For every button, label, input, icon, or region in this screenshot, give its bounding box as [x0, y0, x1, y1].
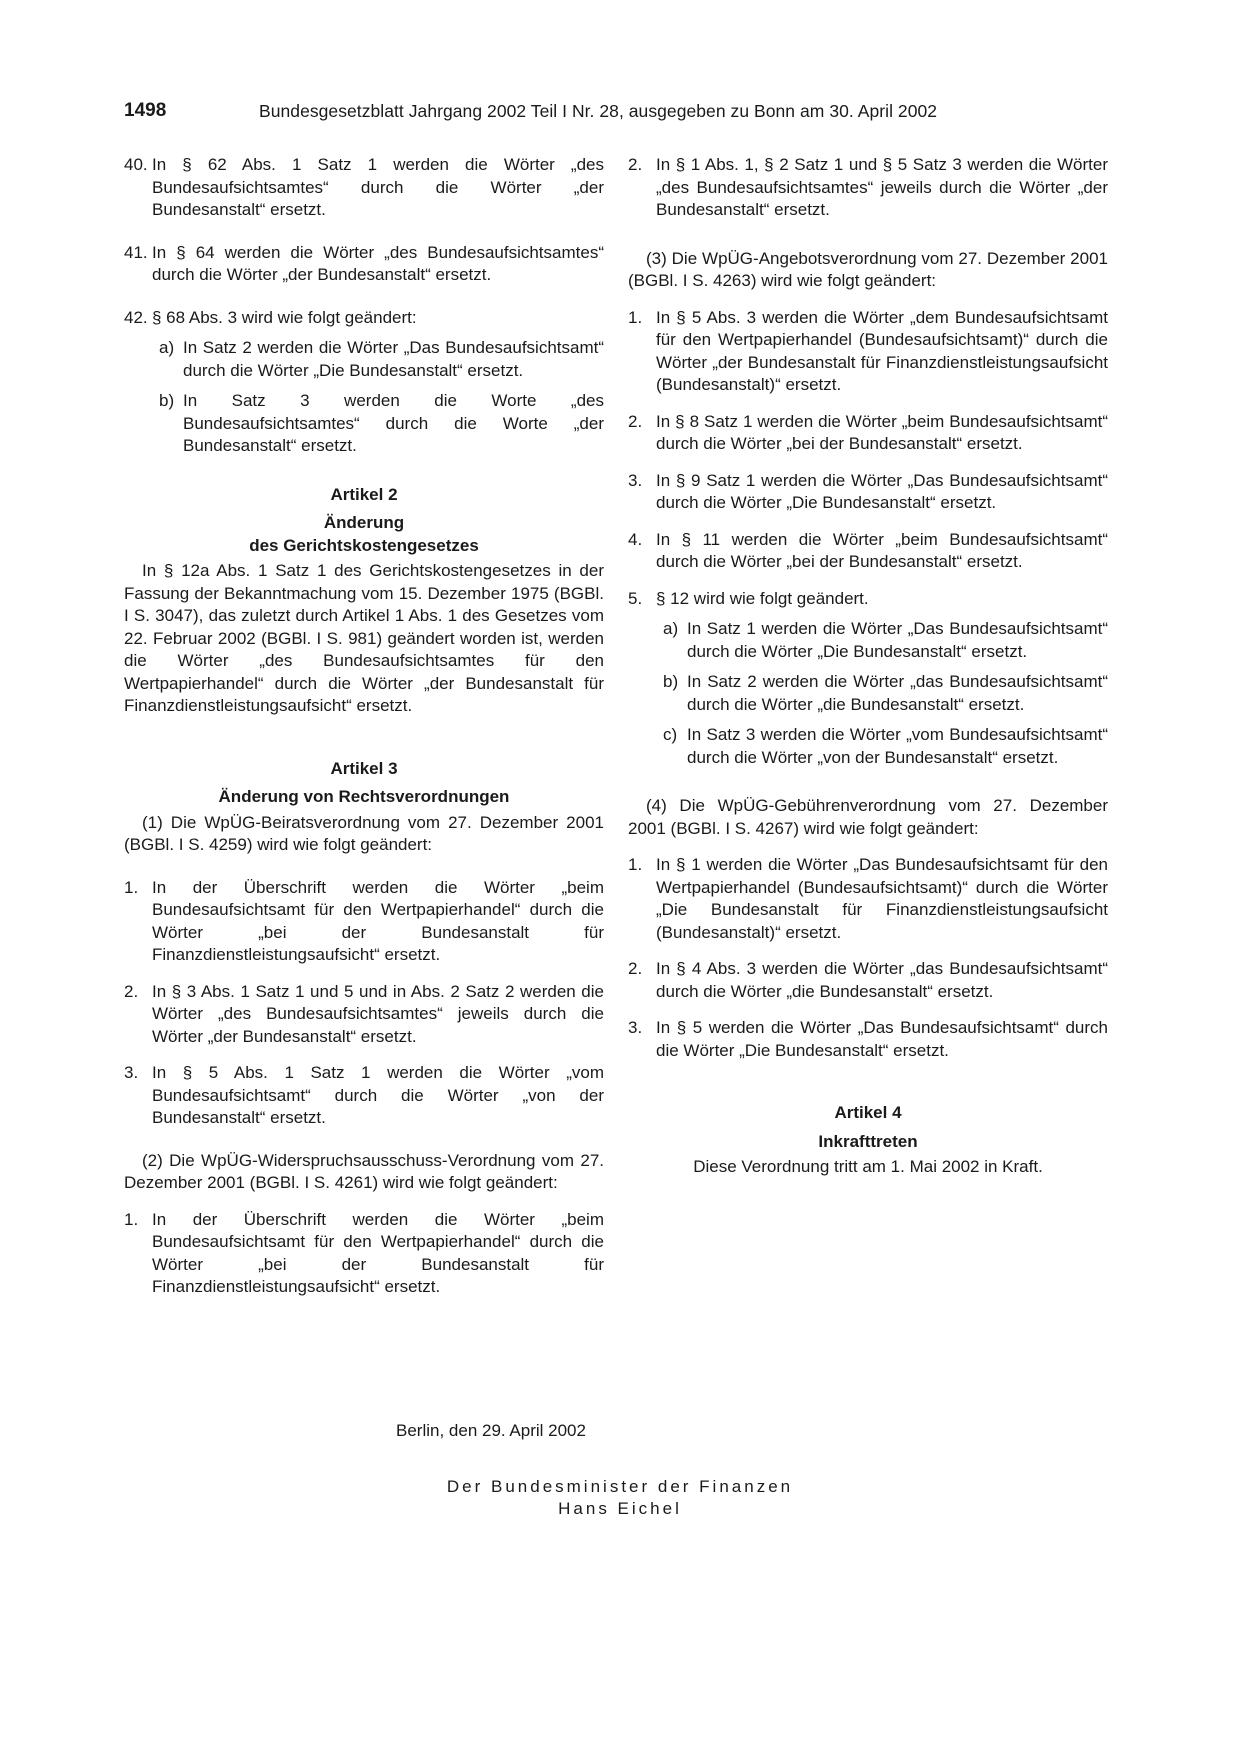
- item-text: In § 3 Abs. 1 Satz 1 und 5 und in Abs. 2 Satz 2 werden die Wörter „des Bundesaufsichtsamtes“ jeweils durch die Wörter „der Bundesanstalt“ ersetzt.: [152, 981, 604, 1046]
- item-text: In § 5 werden die Wörter „Das Bundesaufsichtsamt“ durch die Wörter „Die Bundesanstalt“ ersetzt.: [656, 1018, 1108, 1060]
- paragraph-3-item-2: [628, 411, 1108, 456]
- sub-item-b: [124, 390, 604, 458]
- artikel-3-paragraph-3: (3) Die WpÜG-Angebotsverordnung vom 27. Dezember 2001 (BGBl. I S. 4263) wird wie folgt geändert:: [628, 248, 1108, 290]
- item-number: 1.: [124, 877, 139, 897]
- sub-item-letter: c): [663, 725, 678, 744]
- item-number: 1.: [124, 1209, 139, 1229]
- artikel-3-heading: Artikel 3: [330, 758, 398, 778]
- artikel-3-paragraph-1: (1) Die WpÜG-Beiratsverordnung vom 27. Dezember 2001 (BGBl. I S. 4259) wird wie folgt geändert:: [124, 812, 604, 854]
- left-column: [124, 154, 604, 1299]
- paragraph-2-item-1: [124, 1209, 604, 1299]
- gazette-title: Bundesgesetzblatt Jahrgang 2002 Teil I Nr. 28, ausgegeben zu Bonn am 30. April 2002: [259, 101, 938, 121]
- sub-item-text: In Satz 3 werden die Worte „des Bundesaufsichtsamtes“ durch die Worte „der Bundesanstalt“ ersetzt.: [183, 391, 604, 455]
- sub-item-letter: b): [663, 672, 679, 691]
- artikel-3-paragraph-4: (4) Die WpÜG-Gebührenverordnung vom 27. Dezember 2001 (BGBl. I S. 4267) wird wie folgt geändert:: [628, 796, 1108, 838]
- artikel-4-heading: Artikel 4: [834, 1103, 902, 1122]
- place-and-date: Berlin, den 29. April 2002: [396, 1421, 586, 1440]
- item-number: 2.: [628, 959, 643, 978]
- paragraph-4-item-1: [628, 854, 1108, 944]
- item-text: In § 5 Abs. 3 werden die Wörter „dem Bundesaufsichtsamt für den Wertpapierhandel (Bundesaufsichtsamt)“ durch die Wörter „der Bundesanstalt für Finanzdienstleistungsaufsicht (Bundesanstalt)“ ersetzt.: [656, 307, 1108, 394]
- signatory-name: Hans Eichel: [558, 1499, 682, 1518]
- item-text: In § 8 Satz 1 werden die Wörter „beim Bundesaufsichtsamt“ durch die Wörter „bei der Bundesanstalt“ ersetzt.: [656, 411, 1108, 453]
- item-number: 42.: [124, 307, 148, 327]
- item-text: In § 62 Abs. 1 Satz 1 werden die Wörter „des Bundesaufsichtsamtes“ durch die Wörter „der Bundesanstalt“ ersetzt.: [152, 155, 604, 219]
- artikel-2-title-line-1: Änderung: [323, 513, 405, 532]
- item-number: 1.: [628, 307, 643, 327]
- paragraph-3-item-1: [628, 307, 1108, 397]
- page-number: 1498: [124, 100, 167, 121]
- sub-item-text: In Satz 3 werden die Wörter „vom Bundesaufsichtsamt“ durch die Wörter „von der Bundesanstalt“ ersetzt.: [687, 725, 1108, 767]
- sub-item-a: [628, 618, 1108, 663]
- item-number: 2.: [628, 155, 643, 174]
- item-text: In der Überschrift werden die Wörter „beim Bundesaufsichtsamt für den Wertpapierhandel“ durch die Wörter „bei der Bundesanstalt für Finanzdienstleistungsaufsicht“ ersetzt.: [152, 1209, 604, 1296]
- item-number: 4.: [628, 529, 643, 549]
- sub-item-letter: a): [159, 338, 175, 357]
- paragraph-3-item-5: [628, 588, 1108, 611]
- item-number: 2.: [124, 981, 139, 1001]
- signatory-office: Der Bundesminister der Finanzen: [446, 1477, 794, 1496]
- sub-item-text: In Satz 1 werden die Wörter „Das Bundesaufsichtsamt“ durch die Wörter „Die Bundesanstalt“ ersetzt.: [687, 619, 1108, 661]
- sub-item-text: In Satz 2 werden die Wörter „Das Bundesaufsichtsamt“ durch die Wörter „Die Bundesanstalt“ ersetzt.: [183, 338, 604, 380]
- sub-item-b: [628, 671, 1108, 716]
- item-text: In § 1 Abs. 1, § 2 Satz 1 und § 5 Satz 3 werden die Wörter „des Bundesaufsichtsamtes“ jeweils durch die Wörter „der Bundesanstalt“ ersetzt.: [656, 155, 1108, 219]
- paragraph-3-item-3: [628, 470, 1108, 515]
- paragraph-1-item-1: [124, 877, 604, 967]
- item-text: In § 5 Abs. 1 Satz 1 werden die Wörter „vom Bundesaufsichtsamt“ durch die Wörter „von der Bundesanstalt“ ersetzt.: [152, 1063, 604, 1127]
- sub-item-text: In Satz 2 werden die Wörter „das Bundesaufsichtsamt“ durch die Wörter „die Bundesanstalt“ ersetzt.: [687, 672, 1108, 714]
- item-number: 3.: [628, 1018, 643, 1037]
- artikel-3-paragraph-2: (2) Die WpÜG-Widerspruchsausschuss-Verordnung vom 27. Dezember 2001 (BGBl. I S. 4261) wird wie folgt geändert:: [124, 1150, 604, 1192]
- artikel-3-title: Änderung von Rechtsverordnungen: [218, 787, 510, 806]
- item-number: 40.: [124, 155, 148, 174]
- artikel-2-title-line-2: des Gerichtskostengesetzes: [249, 535, 479, 555]
- sub-item-letter: a): [663, 619, 679, 638]
- amendment-item-40: [124, 154, 604, 222]
- paragraph-1-item-2: [124, 981, 604, 1049]
- sub-item-a: [124, 337, 604, 382]
- sub-item-c: [628, 724, 1108, 769]
- sub-item-letter: b): [159, 391, 175, 410]
- item-number: 41.: [124, 242, 148, 262]
- paragraph-1-item-3: [124, 1062, 604, 1130]
- item-number: 5.: [628, 588, 643, 608]
- artikel-4-text: Diese Verordnung tritt am 1. Mai 2002 in Kraft.: [693, 1157, 1043, 1176]
- paragraph-4-item-2: [628, 958, 1108, 1003]
- item-text: In § 4 Abs. 3 werden die Wörter „das Bundesaufsichtsamt“ durch die Wörter „die Bundesanstalt“ ersetzt.: [656, 959, 1108, 1001]
- item-text: § 68 Abs. 3 wird wie folgt geändert:: [152, 307, 417, 327]
- artikel-2-text: In § 12a Abs. 1 Satz 1 des Gerichtskostengesetzes in der Fassung der Bekanntmachung vom 15. Dezember 1975 (BGBl. I S. 3047), das zuletzt durch Artikel 1 Abs. 1 des Gesetzes vom 22. Februar 2002 (BGBl. I S. 981) geändert worden ist, werden die Wörter „des Bundesaufsichtsamtes für den Wertpapierhandel“ durch die Wörter „der Bundesanstalt für Finanzdienstleistungsaufsicht“ ersetzt.: [124, 561, 604, 715]
- item-text: In § 9 Satz 1 werden die Wörter „Das Bundesaufsichtsamt“ durch die Wörter „Die Bundesanstalt“ ersetzt.: [656, 470, 1108, 512]
- item-number: 1.: [628, 855, 643, 874]
- item-text: In § 1 werden die Wörter „Das Bundesaufsichtsamt für den Wertpapierhandel (Bundesaufsichtsamt)“ durch die Wörter „Die Bundesanstalt für Finanzdienstleistungsaufsicht (Bundesanstalt)“ ersetzt.: [656, 855, 1108, 942]
- right-column: [628, 154, 1108, 1179]
- paragraph-3-item-4: [628, 529, 1108, 574]
- item-text: § 12 wird wie folgt geändert.: [656, 588, 869, 608]
- item-number: 3.: [628, 470, 643, 490]
- amendment-item-41: [124, 242, 604, 287]
- item-text: In § 64 werden die Wörter „des Bundesaufsichtsamtes“ durch die Wörter „der Bundesanstalt“ ersetzt.: [152, 242, 604, 284]
- item-number: 2.: [628, 411, 643, 431]
- paragraph-2-item-2: [628, 154, 1108, 222]
- page-header: [124, 100, 1124, 126]
- item-text: In der Überschrift werden die Wörter „beim Bundesaufsichtsamt für den Wertpapierhandel“ durch die Wörter „bei der Bundesanstalt für Finanzdienstleistungsaufsicht“ ersetzt.: [152, 877, 604, 964]
- amendment-item-42: [124, 307, 604, 330]
- artikel-4-title: Inkrafttreten: [818, 1131, 918, 1151]
- item-text: In § 11 werden die Wörter „beim Bundesaufsichtsamt“ durch die Wörter „bei der Bundesanstalt“ ersetzt.: [656, 529, 1108, 571]
- artikel-2-heading: Artikel 2: [330, 484, 398, 504]
- item-number: 3.: [124, 1063, 139, 1082]
- paragraph-4-item-3: [628, 1017, 1108, 1062]
